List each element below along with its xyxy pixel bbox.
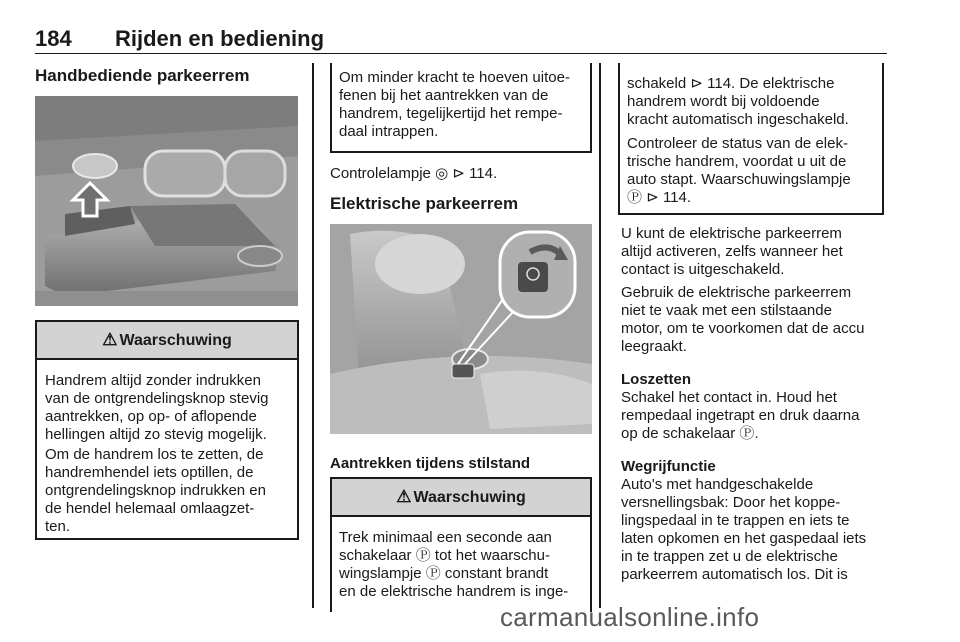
header-rule — [35, 53, 887, 54]
section-drive-away: Wegrijfunctie Auto's met handgeschakelde versnellingsbak: Door het koppe- lingspedaal in te trappen en iets te laten opkomen en het gaspedaal iets in te trappen zet u de elektrische parkeerrem automatisch los. Dit is — [621, 458, 867, 583]
paragraph-battery: Gebruik de elektrische parkeerrem niet te vaak met een stilstaande motor, om te voorkomen dat de accu leegraakt. — [621, 284, 865, 355]
p-lamp-icon: Ⓟ — [425, 565, 441, 582]
footer-watermark: carmanualsonline.info — [500, 602, 760, 632]
handbrake-illustration — [35, 96, 298, 306]
warning-paragraph-1: Handrem altijd zonder indrukken van de ontgrendelingsknop stevig aantrekken, op op- of aflopende hellingen altijd zo stevig mogelijk. — [45, 372, 269, 443]
control-lamp-page-ref[interactable]: 114. — [469, 165, 498, 182]
column-divider-1 — [312, 63, 314, 608]
warning-triangle-icon: ⚠ — [102, 330, 118, 349]
warning-box-electric — [330, 477, 592, 612]
p-switch-icon: Ⓟ — [739, 425, 755, 442]
warning-header — [37, 322, 297, 360]
brake-lamp-icon: ◎ — [435, 165, 449, 182]
warning-box-manual — [35, 320, 299, 540]
column-divider-2 — [599, 63, 601, 608]
page-number: 184 — [35, 26, 72, 51]
paragraph-activate: U kunt de elektrische parkeerrem altijd activeren, zelfs wanneer het contact is uitgeschakeld. — [621, 225, 843, 278]
electric-brake-illustration — [330, 224, 592, 434]
section-title-manual-brake: Handbediende parkeerrem — [35, 66, 250, 85]
subheading-stationary: Aantrekken tijdens stilstand — [330, 455, 531, 472]
page-ref-arrow-icon: ⊳ — [690, 75, 703, 92]
warning-box-continued-2 — [618, 63, 884, 215]
page-header-title: Rijden en bediening — [115, 26, 325, 51]
warning-title: Waarschuwing — [119, 332, 232, 349]
warning-title: Waarschuwing — [413, 489, 526, 506]
p-lamp-icon: Ⓟ — [627, 189, 643, 206]
continued-warning-text: Om minder kracht te hoeven uitoe- fenen bij het aantrekken van de handrem, tegelijkertijd het rempe- daal intrappen. — [339, 69, 570, 140]
lamp-page-ref[interactable]: 114. — [662, 189, 692, 206]
p-switch-icon: Ⓟ — [415, 547, 431, 564]
warning-paragraph-2: Om de handrem los te zetten, de handremhendel iets optillen, de ontgrendelingsknop indrukken en de hendel helemaal omlaagzet- ten. — [45, 446, 266, 535]
drive-away-heading: Wegrijfunctie — [621, 458, 716, 475]
control-lamp-reference: Controlelampje ◎ ⊳ 114. — [330, 165, 498, 182]
warning-box-continued — [330, 63, 592, 153]
continued-electric-warning: schakeld ⊳ 114. De elektrische handrem wordt bij voldoende kracht automatisch ingeschakeld. Controleer de status van de elek- trische handrem, voordat u uit de auto stapt. Waarschuwingslampje Ⓟ ⊳ 114. — [627, 75, 851, 206]
release-heading: Loszetten — [621, 371, 692, 388]
electric-warning-text: Trek minimaal een seconde aan schakelaar Ⓟ tot het waarschu- wingslampje Ⓟ constant brandt en de elektrische handrem is inge- — [339, 529, 569, 600]
page-ref-arrow-icon: ⊳ — [646, 189, 659, 206]
page-ref-arrow-icon: ⊳ — [452, 165, 465, 182]
warning-header-electric — [332, 479, 590, 517]
section-title-electric-brake: Elektrische parkeerrem — [330, 194, 519, 213]
section-release: Loszetten Schakel het contact in. Houd het rempedaal ingetrapt en druk daarna op de schakelaar Ⓟ. — [621, 371, 860, 442]
warning-triangle-icon: ⚠ — [396, 487, 412, 506]
